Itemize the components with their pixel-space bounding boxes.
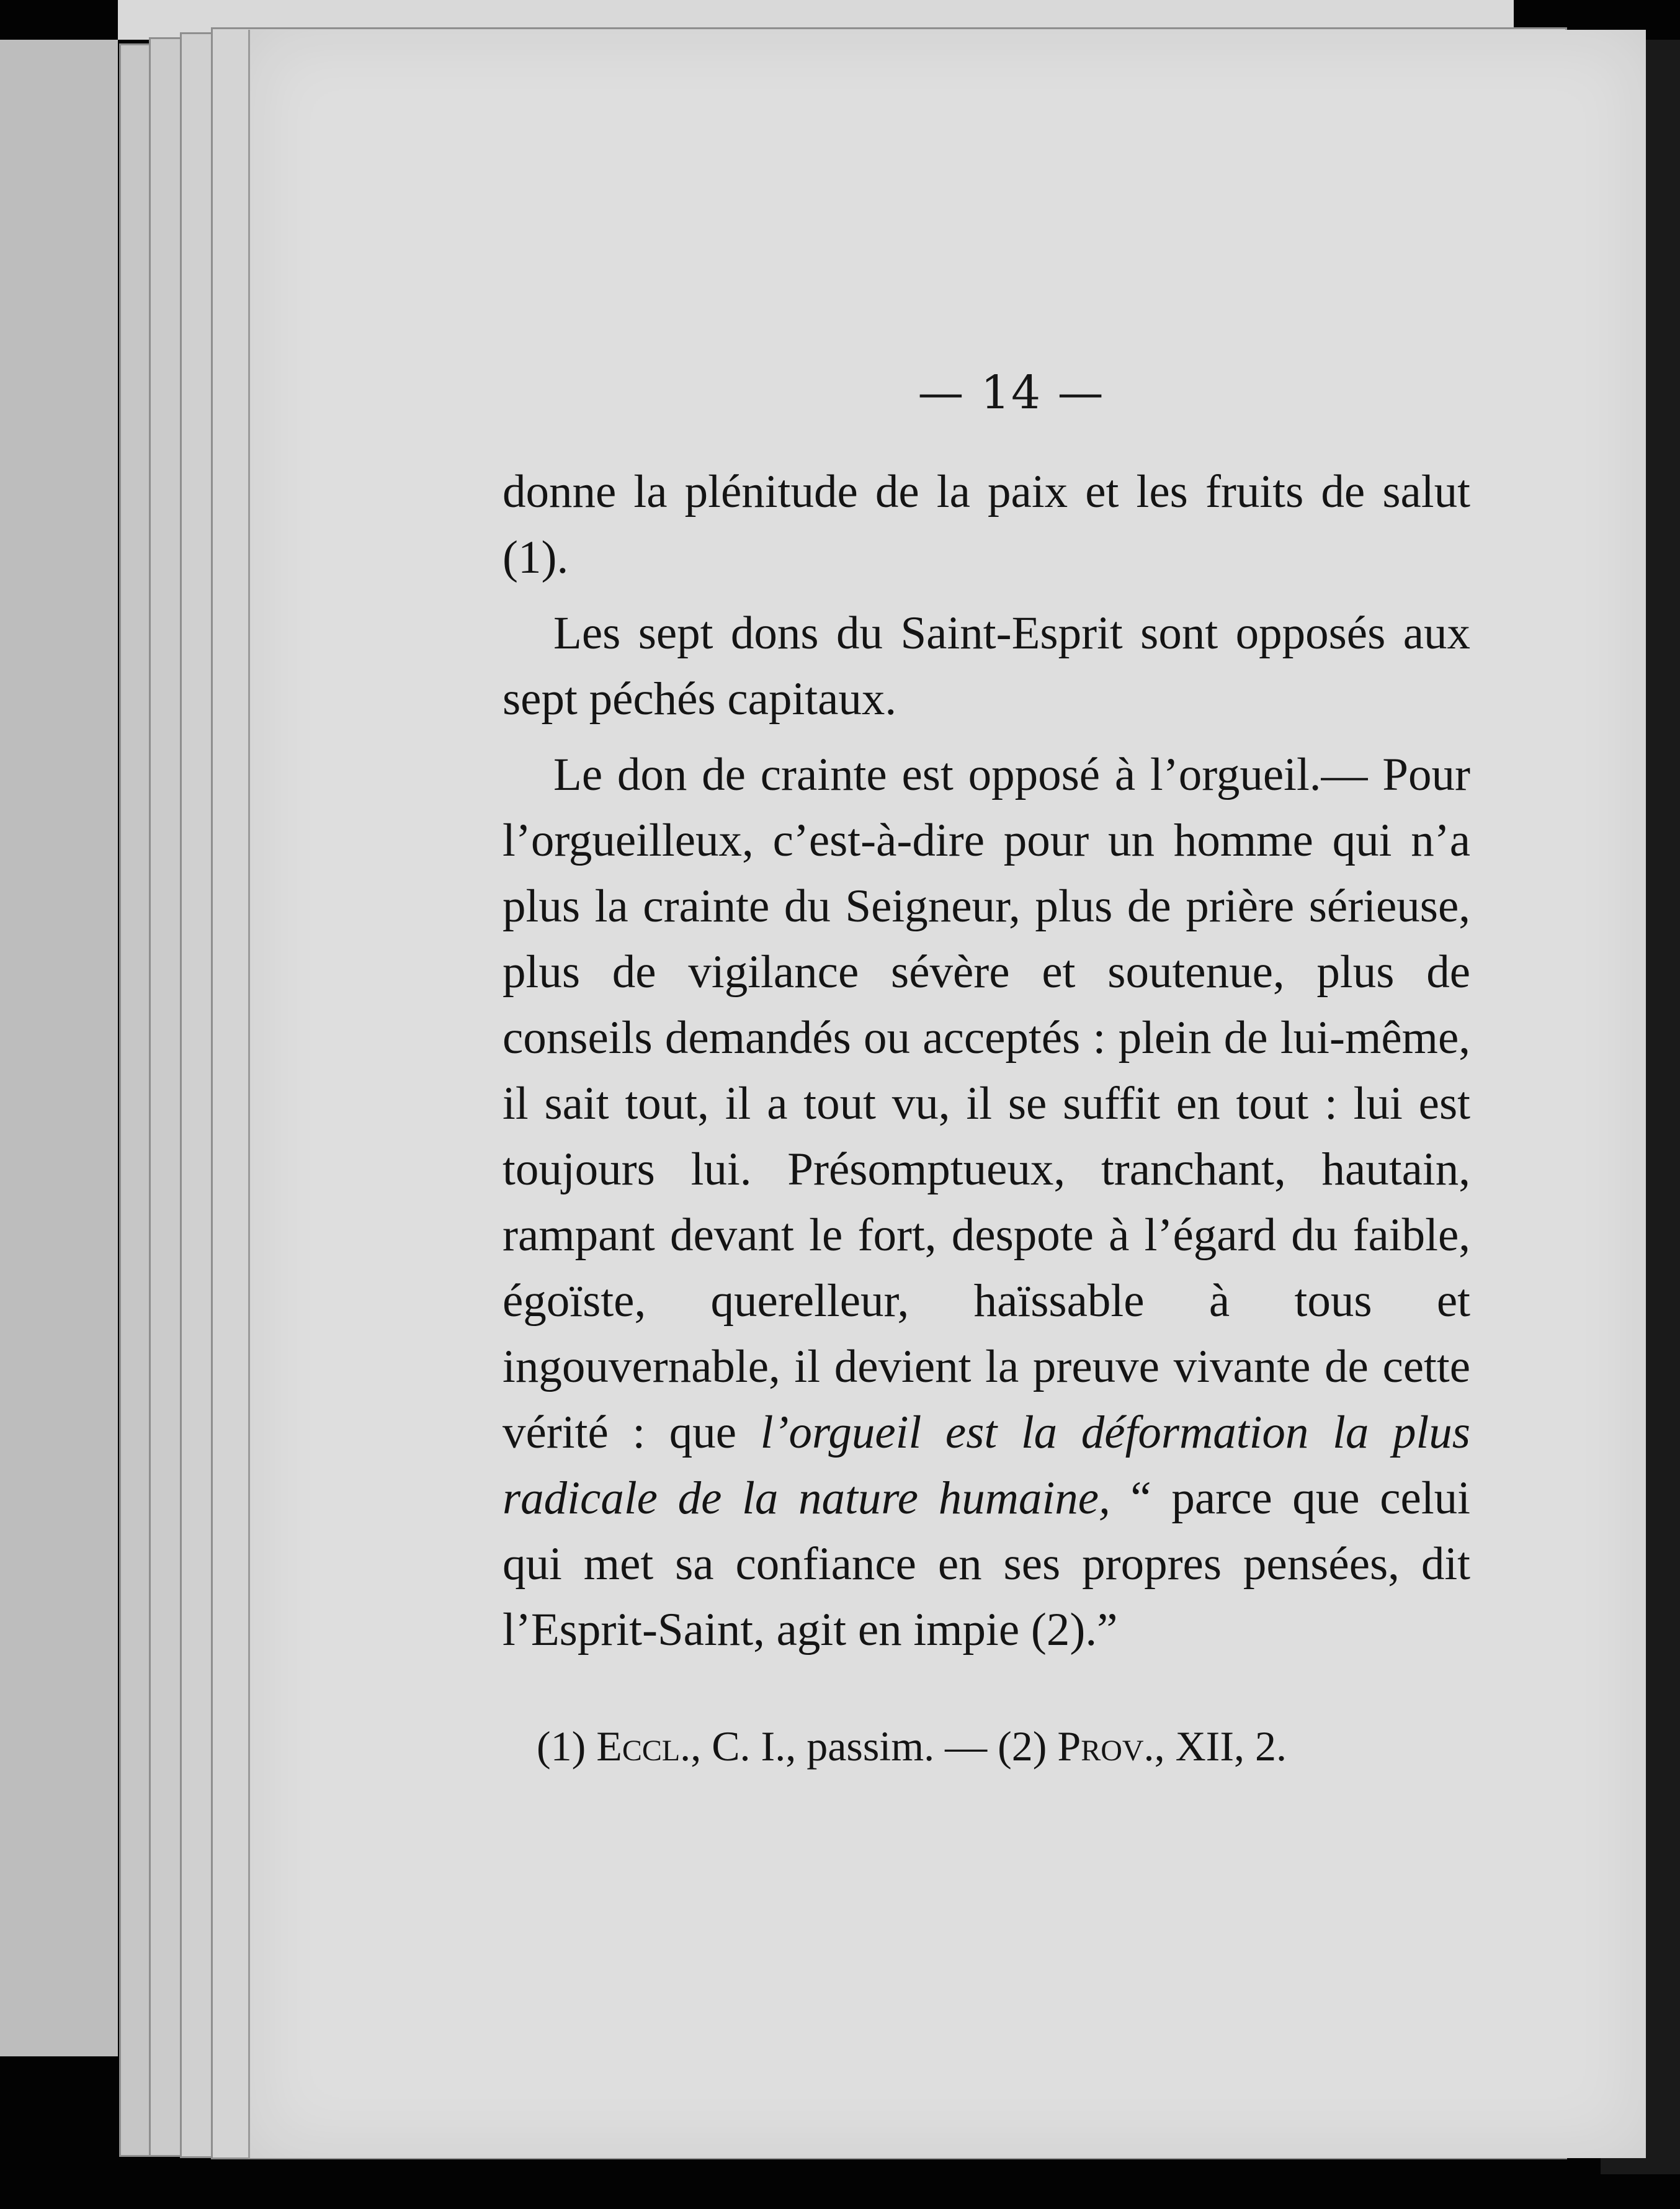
paragraph-seven-gifts: Les sept dons du Saint-Esprit sont opposés aux sept péchés capitaux. <box>503 607 1470 725</box>
footnotes <box>537 1722 1418 1771</box>
footnote-2-detail: , XII, 2. <box>1154 1723 1287 1770</box>
italic-quote: l’orgueil est la déformation la plus radicale de la nature humaine, <box>503 1407 1470 1524</box>
footnote-2-reference: Prov. <box>1057 1723 1155 1770</box>
left-edge-strip <box>0 40 118 2056</box>
paragraph-text-end: “ parce que celui qui met sa confiance en ses propres pensées, dit l’Esprit-Saint, agit en impie (2).” <box>503 1472 1470 1656</box>
paragraph-continuation: donne la plénitude de la paix et les fruits de salut (1). <box>503 466 1470 583</box>
page-number: — 14 — <box>918 366 1105 419</box>
footnote-2-number: (2) <box>998 1723 1058 1770</box>
paragraph-text: Le don de crainte est opposé à l’orgueil.— Pour l’orgueilleux, c’est-à-dire pour un homme qui n’a plus la crainte du Seigneur, plus de prière sérieuse, plus de vigilance sévère et soutenue, plus de conseils demandés ou acceptés : plein de lui-même, il sait tout, il a tout vu, il se suffit en tout : lui est toujours lui. Présomptueux, tranchant, hautain, rampant devant le fort, despote à l’égard du faible, égoïste, querelleur, haïssable à tous et ingouvernable, il devient la preuve vivante de cette vérité : que <box>503 749 1470 1458</box>
body-text <box>503 459 1470 1663</box>
footnote-1-detail: , C. I., passim. — <box>690 1723 998 1770</box>
paragraph-fear-vs-pride <box>503 742 1470 1663</box>
footnote-1-number: (1) <box>537 1723 597 1770</box>
footnote-1-reference: Eccl. <box>596 1723 691 1770</box>
